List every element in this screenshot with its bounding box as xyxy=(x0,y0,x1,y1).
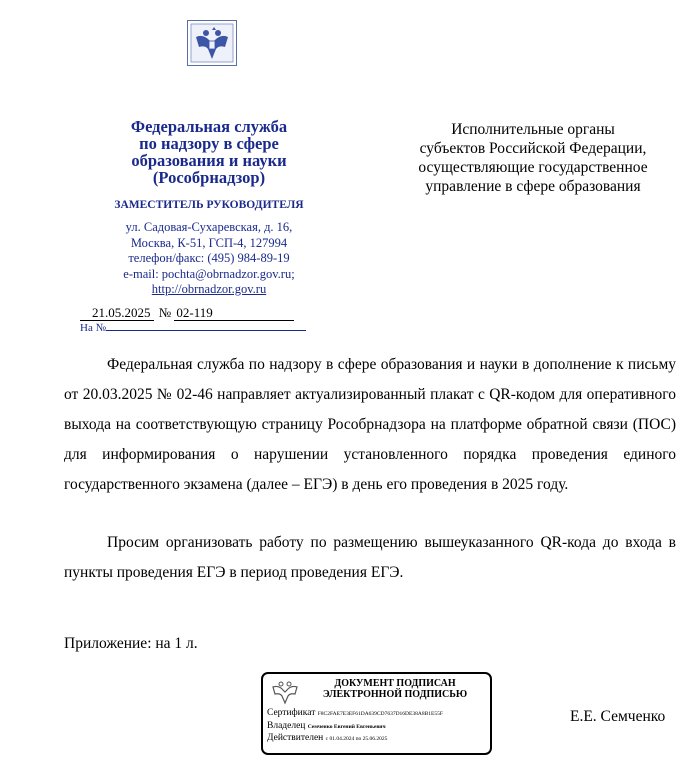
incoming-reference-blank xyxy=(106,321,306,331)
coat-of-arms-emblem xyxy=(187,20,237,66)
reference-number-sign: № xyxy=(158,305,172,320)
stamp-title-line: ДОКУМЕНТ ПОДПИСАН xyxy=(334,678,456,689)
validity-value: с 01.04.2024 по 25.06.2025 xyxy=(325,736,388,742)
owner-label: Владелец xyxy=(267,720,306,731)
organization-name xyxy=(96,118,322,186)
certificate-value: F8C2FAE7E3EF61DA639CD7637D16DE38A8B1E55F xyxy=(317,711,443,717)
email-line: e-mail: pochta@obrnadzor.gov.ru; xyxy=(123,266,295,281)
organization-name-line: Федеральная служба xyxy=(130,117,288,136)
sender-position: ЗАМЕСТИТЕЛЬ РУКОВОДИТЕЛЯ xyxy=(114,199,304,211)
address-line: ул. Садовая-Сухаревская, д. 16, xyxy=(125,220,293,234)
stamp-owner-line xyxy=(267,721,491,734)
stamp-details xyxy=(267,708,491,746)
address-line: Москва, К-51, ГСП-4, 127994 xyxy=(130,235,288,250)
eagle-stamp-icon xyxy=(271,679,299,705)
reference-date: 21.05.2025 xyxy=(80,306,154,321)
outgoing-reference xyxy=(80,306,294,321)
organization-contacts xyxy=(96,220,322,298)
stamp-title xyxy=(303,678,487,700)
organization-name-line: (Рособрнадзор) xyxy=(152,168,266,187)
body-paragraph: Просим организовать работу по размещению вышеуказанного QR-кода до входа в пункты проведения ЕГЭ в период проведения ЕГЭ. xyxy=(64,534,676,581)
signer-name: Е.Е. Семченко xyxy=(570,708,666,725)
recipient-line: субъектов Российской Федерации, xyxy=(419,140,647,157)
organization-name-line: образования и науки xyxy=(131,151,287,170)
stamp-validity-line xyxy=(267,733,491,746)
sender-organization-block xyxy=(96,118,322,298)
recipient-line: управление в сфере образования xyxy=(425,178,641,195)
attachment-note: Приложение: на 1 л. xyxy=(64,635,198,652)
validity-label: Действителен xyxy=(267,733,324,743)
recipient-line: Исполнительные органы xyxy=(451,121,615,138)
phone-line: телефон/факс: (495) 984-89-19 xyxy=(128,251,290,265)
incoming-reference xyxy=(80,321,306,334)
double-headed-eagle-icon xyxy=(188,21,236,65)
recipient-line: осуществляющие государственное xyxy=(418,159,648,176)
stamp-certificate-line xyxy=(267,708,491,721)
reference-number: 02-119 xyxy=(174,306,294,321)
website-link[interactable]: http://obrnadzor.gov.ru xyxy=(151,282,267,296)
certificate-label: Сертификат xyxy=(267,708,316,718)
body-paragraph: Федеральная служба по надзору в сфере образования и науки в дополнение к письму от 20.03.2025 № 02-46 направляет актуализированный плакат с QR-кодом для оперативного выхода на соответствующую страницу Рособрнадзора на платформе обратной связи (ПОС) для информирования о нарушении установленного порядка проведения единого государственного экзамена (далее – ЕГЭ) в день его проведения в 2025 году. xyxy=(64,356,676,493)
incoming-reference-label: На № xyxy=(80,322,107,334)
electronic-signature-stamp xyxy=(261,672,492,755)
owner-value: Семченко Евгений Евгеньевич xyxy=(307,723,386,730)
recipient-block xyxy=(388,120,678,196)
stamp-title-line: ЭЛЕКТРОННОЙ ПОДПИСЬЮ xyxy=(322,689,468,700)
organization-name-line: по надзору в сфере xyxy=(139,134,279,153)
